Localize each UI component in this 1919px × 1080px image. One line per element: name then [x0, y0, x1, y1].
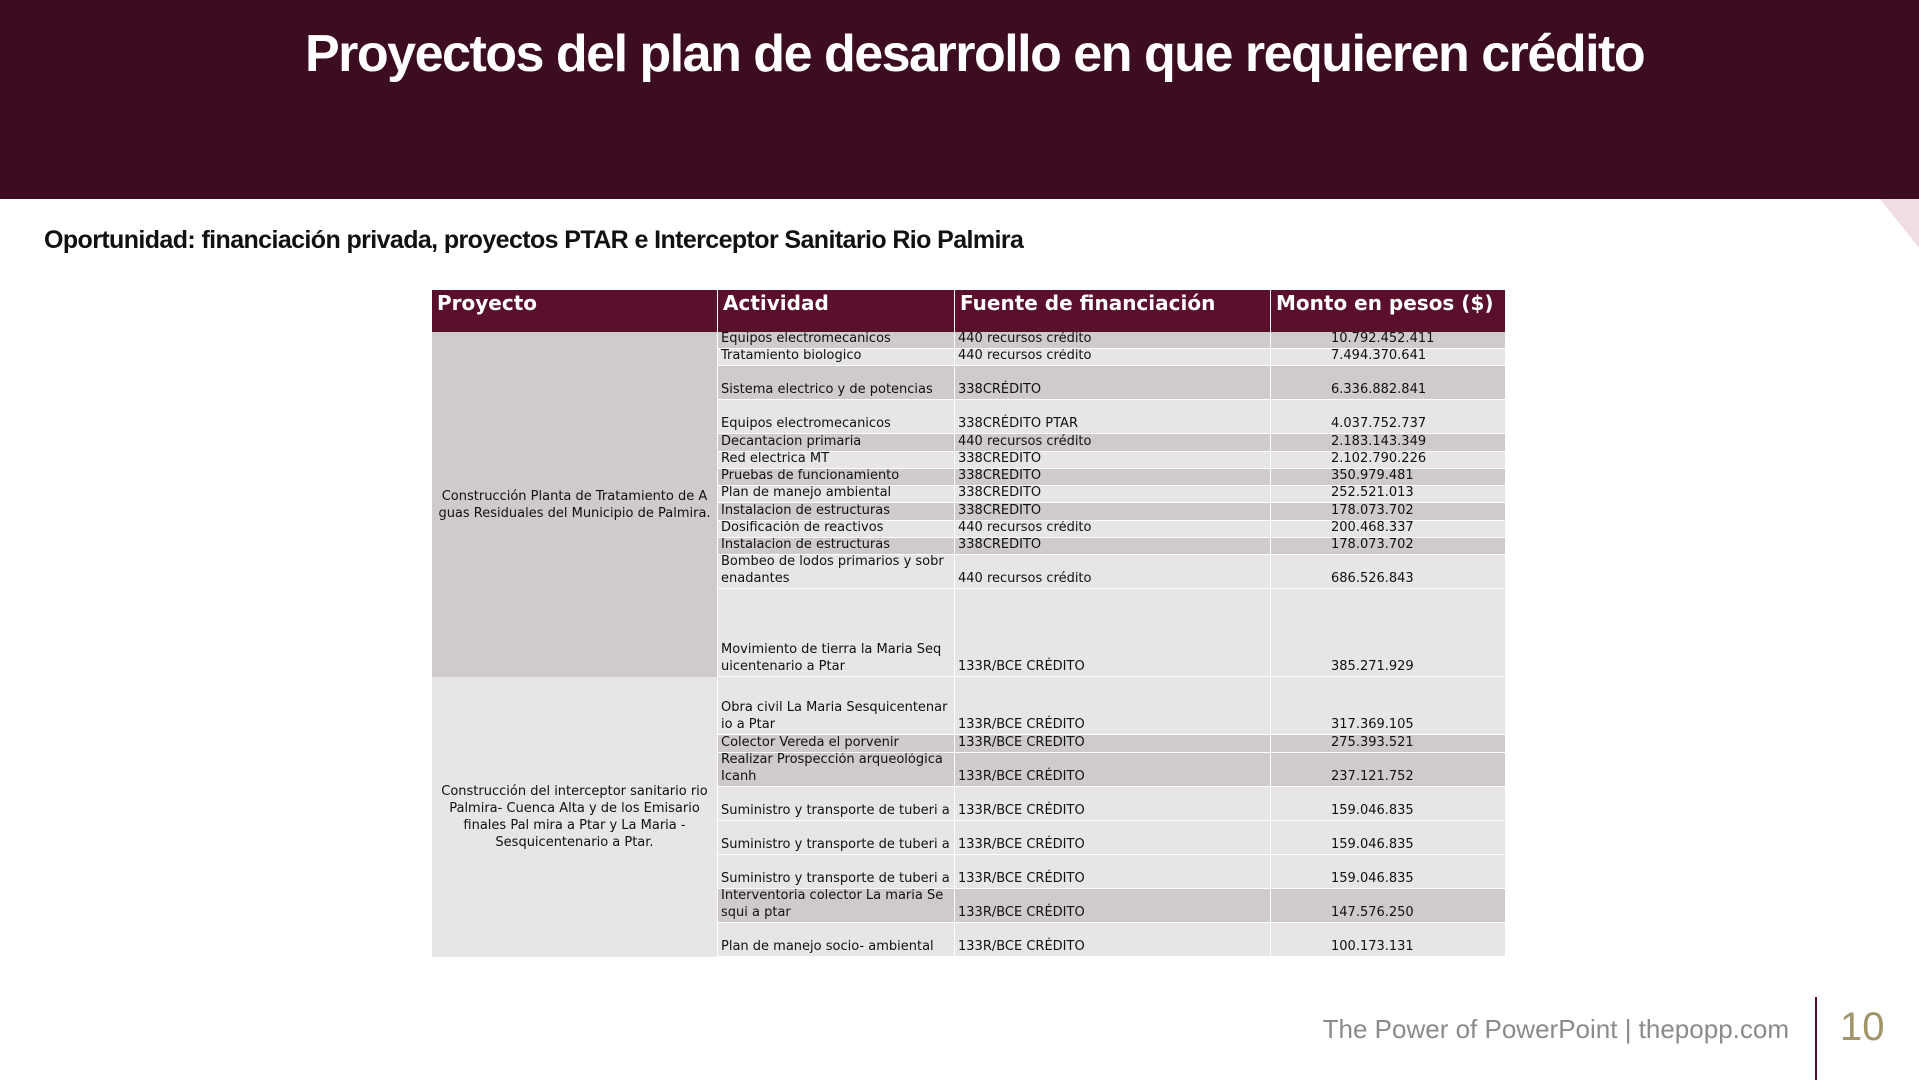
activity-cell: Tratamiento biologico [718, 349, 955, 366]
activity-cell: Plan de manejo ambiental [718, 486, 955, 503]
amount-cell: 275.393.521 [1271, 735, 1506, 752]
amount-cell: 200.468.337 [1271, 521, 1506, 538]
amount-cell: 6.336.882.841 [1271, 366, 1506, 400]
projects-table [432, 290, 1506, 957]
activity-cell: Equipos electromecanicos [718, 400, 955, 434]
amount-cell: 178.073.702 [1271, 503, 1506, 520]
funding-source-cell: 133R/BCE CRÉDITO [955, 889, 1271, 923]
funding-source-cell: 338CRÉDITO [955, 503, 1271, 520]
corner-decoration [1880, 199, 1919, 249]
page-number: 10 [1840, 1005, 1885, 1049]
activity-cell: Suministro y transporte de tuberi a [718, 821, 955, 855]
funding-source-cell: 338CRÉDITO [955, 452, 1271, 469]
activity-cell: Sistema electrico y de potencias [718, 366, 955, 400]
funding-source-cell: 133R/BCE CRÉDITO [955, 753, 1271, 787]
amount-cell: 252.521.013 [1271, 486, 1506, 503]
amount-cell: 4.037.752.737 [1271, 400, 1506, 434]
activity-cell: Dosificaciòn de reactivos [718, 521, 955, 538]
funding-source-cell: 133R/BCE CRÉDITO [955, 787, 1271, 821]
funding-source-cell: 338CRÉDITO [955, 366, 1271, 400]
footer-credit: The Power of PowerPoint | thepopp.com [1322, 1014, 1789, 1044]
amount-cell: 2.102.790.226 [1271, 452, 1506, 469]
activity-cell: Suministro y transporte de tuberi a [718, 855, 955, 889]
amount-cell: 159.046.835 [1271, 855, 1506, 889]
header-proyecto: Proyecto [432, 290, 718, 332]
funding-source-cell: 440 recursos crédito [955, 434, 1271, 451]
activity-cell: Colector Vereda el porvenir [718, 735, 955, 752]
funding-source-cell: 440 recursos crédito [955, 332, 1271, 349]
funding-source-cell: 338CRÉDITO [955, 469, 1271, 486]
activity-cell: Realizar Prospección arqueológica Icanh [718, 753, 955, 787]
activity-cell: Decantacion primaria [718, 434, 955, 451]
amount-cell: 147.576.250 [1271, 889, 1506, 923]
header-actividad: Actividad [718, 290, 955, 332]
funding-source-cell: 133R/BCE CRÉDITO [955, 735, 1271, 752]
activity-cell: Plan de manejo socio- ambiental [718, 923, 955, 957]
header-fuente: Fuente de financiación [955, 290, 1271, 332]
activity-cell: Equipos electromecanicos [718, 332, 955, 349]
amount-cell: 237.121.752 [1271, 753, 1506, 787]
project-ptar-cell: Construcción Planta de Tratamiento de A guas Residuales del Municipio de Palmira. [432, 332, 718, 677]
amount-cell: 350.979.481 [1271, 469, 1506, 486]
title-banner [0, 0, 1919, 199]
amount-cell: 686.526.843 [1271, 555, 1506, 589]
funding-source-cell: 133R/BCE CRÉDITO [955, 677, 1271, 735]
amount-cell: 2.183.143.349 [1271, 434, 1506, 451]
activity-cell: Red electrica MT [718, 452, 955, 469]
activity-cell: Suministro y transporte de tuberi a [718, 787, 955, 821]
funding-source-cell: 440 recursos crédito [955, 349, 1271, 366]
slide-title: Proyectos del plan de desarrollo en que requieren crédito [305, 25, 1645, 83]
funding-source-cell: 338CRÉDITO [955, 486, 1271, 503]
funding-source-cell: 133R/BCE CRÉDITO [955, 821, 1271, 855]
slide-subtitle: Oportunidad: financiación privada, proyectos PTAR e Interceptor Sanitario Rio Palmira [44, 226, 1024, 254]
amount-cell: 178.073.702 [1271, 538, 1506, 555]
funding-source-cell: 440 recursos crédito [955, 555, 1271, 589]
amount-cell: 159.046.835 [1271, 787, 1506, 821]
activity-cell: Bombeo de lodos primarios y sobr enadantes [718, 555, 955, 589]
amount-cell: 10.792.452.411 [1271, 332, 1506, 349]
activity-cell: Interventoria colector La maria Se squi a ptar [718, 889, 955, 923]
activity-cell: Instalacion de estructuras [718, 503, 955, 520]
footer-divider [1815, 997, 1817, 1080]
activity-cell: Instalacion de estructuras [718, 538, 955, 555]
project-interceptor-cell: Construcción del interceptor sanitario rio Palmira- Cuenca Alta y de los Emisario finales Pal mira a Ptar y La Maria - Sesquicentenario a Ptar. [432, 677, 718, 957]
amount-cell: 159.046.835 [1271, 821, 1506, 855]
activity-cell: Obra civil La Maria Sesquicentenar io a Ptar [718, 677, 955, 735]
funding-source-cell: 133R/BCE CRÉDITO [955, 923, 1271, 957]
funding-source-cell: 338CRÉDITO PTAR [955, 400, 1271, 434]
header-monto: Monto en pesos ($) [1271, 290, 1506, 332]
amount-cell: 317.369.105 [1271, 677, 1506, 735]
activity-cell: Pruebas de funcionamiento [718, 469, 955, 486]
amount-cell: 7.494.370.641 [1271, 349, 1506, 366]
funding-source-cell: 440 recursos crédito [955, 521, 1271, 538]
amount-cell: 385.271.929 [1271, 589, 1506, 677]
funding-source-cell: 133R/BCE CRÉDITO [955, 589, 1271, 677]
activity-cell: Movimiento de tierra la Maria Seq uicentenario a Ptar [718, 589, 955, 677]
amount-cell: 100.173.131 [1271, 923, 1506, 957]
funding-source-cell: 133R/BCE CRÉDITO [955, 855, 1271, 889]
funding-source-cell: 338CRÉDITO [955, 538, 1271, 555]
